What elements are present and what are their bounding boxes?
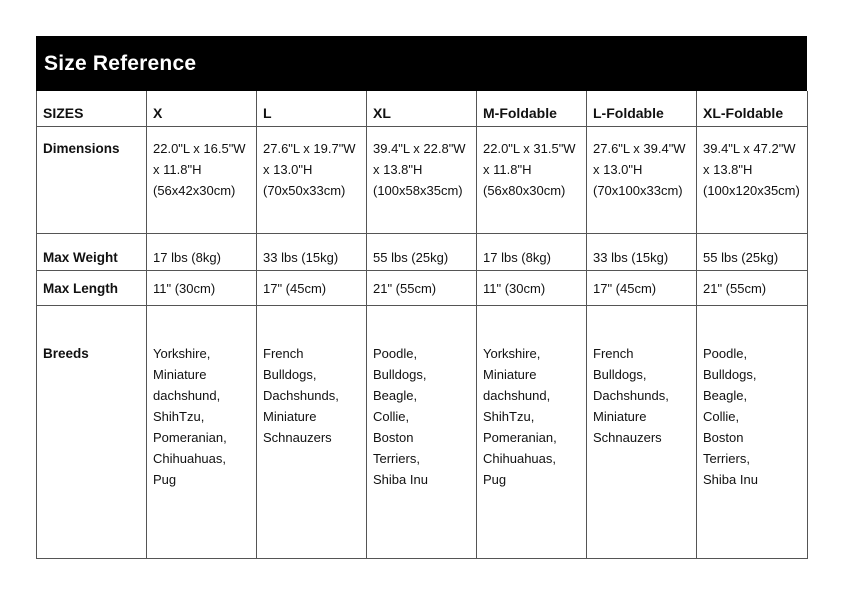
dimensions-line: x 13.8"H	[373, 161, 423, 177]
breeds-line: ShihTzu,	[483, 408, 535, 424]
max-weight-cell: 17 lbs (8kg)	[477, 233, 587, 270]
breeds-cell	[587, 305, 697, 558]
breeds-line: Pomeranian,	[153, 429, 227, 445]
max-length-cell: 21" (55cm)	[697, 270, 808, 305]
breeds-line: Shiba Inu	[703, 471, 758, 487]
breeds-line: Beagle,	[373, 387, 418, 403]
dimensions-line: x 13.8"H	[703, 161, 753, 177]
max-length-cell: 21" (55cm)	[367, 270, 477, 305]
breeds-line: Schnauzers	[593, 429, 662, 445]
breeds-line: Terriers,	[373, 450, 420, 466]
breeds-cell	[477, 305, 587, 558]
max-weight-row	[37, 233, 808, 270]
dimensions-line: (56x80x30cm)	[483, 182, 566, 198]
max-weight-cell: 33 lbs (15kg)	[257, 233, 367, 270]
breeds-cell	[697, 305, 808, 558]
breeds-cell	[367, 305, 477, 558]
breeds-line: Yorkshire,	[153, 345, 211, 361]
dimensions-cell	[587, 126, 697, 233]
breeds-line: Chihuahuas,	[153, 450, 226, 466]
breeds-line: ShihTzu,	[153, 408, 205, 424]
max-weight-cell: 55 lbs (25kg)	[367, 233, 477, 270]
dimensions-cell	[477, 126, 587, 233]
breeds-line: Bulldogs,	[703, 366, 757, 382]
dimensions-line: 27.6"L x 19.7"W	[263, 140, 356, 156]
row-label-breeds: Breeds	[37, 305, 147, 558]
breeds-line: Collie,	[703, 408, 740, 424]
max-weight-cell: 33 lbs (15kg)	[587, 233, 697, 270]
title-bar	[36, 36, 807, 91]
dimensions-cell	[257, 126, 367, 233]
dimensions-line: x 11.8"H	[483, 161, 532, 177]
breeds-line: Bulldogs,	[593, 366, 647, 382]
breeds-cell	[257, 305, 367, 558]
size-header: XL-Foldable	[697, 91, 808, 126]
breeds-line: Poodle,	[373, 345, 418, 361]
breeds-line: Bulldogs,	[373, 366, 427, 382]
breeds-cell	[147, 305, 257, 558]
breeds-line: Beagle,	[703, 387, 748, 403]
size-header: L-Foldable	[587, 91, 697, 126]
dimensions-line: (70x50x33cm)	[263, 182, 346, 198]
dimensions-cell	[697, 126, 808, 233]
breeds-line: Dachshunds,	[263, 387, 339, 403]
size-header: XL	[367, 91, 477, 126]
breeds-line: Bulldogs,	[263, 366, 317, 382]
breeds-line: Miniature	[483, 366, 537, 382]
dimensions-line: (100x120x35cm)	[703, 182, 800, 198]
breeds-line: Miniature	[263, 408, 317, 424]
breeds-line: Pug	[483, 471, 507, 487]
breeds-line: Shiba Inu	[373, 471, 428, 487]
breeds-line: Chihuahuas,	[483, 450, 556, 466]
breeds-line: French	[593, 345, 634, 361]
breeds-row	[37, 305, 808, 558]
breeds-line: Terriers,	[703, 450, 750, 466]
breeds-line: Boston	[373, 429, 414, 445]
dimensions-line: (56x42x30cm)	[153, 182, 236, 198]
dimensions-line: (100x58x35cm)	[373, 182, 463, 198]
row-label-sizes: SIZES	[37, 91, 147, 126]
dimensions-line: x 13.0"H	[593, 161, 643, 177]
size-header: L	[257, 91, 367, 126]
max-length-cell: 11" (30cm)	[477, 270, 587, 305]
size-reference-sheet	[36, 36, 807, 559]
max-weight-cell: 55 lbs (25kg)	[697, 233, 808, 270]
max-length-cell: 17" (45cm)	[257, 270, 367, 305]
dimensions-line: 22.0"L x 16.5"W	[153, 140, 246, 156]
breeds-line: Pug	[153, 471, 177, 487]
dimensions-line: 39.4"L x 22.8"W	[373, 140, 466, 156]
max-length-cell: 11" (30cm)	[147, 270, 257, 305]
size-header: M-Foldable	[477, 91, 587, 126]
breeds-line: Yorkshire,	[483, 345, 541, 361]
dimensions-line: (70x100x33cm)	[593, 182, 683, 198]
size-table	[36, 91, 808, 559]
breeds-line: dachshund,	[483, 387, 551, 403]
max-length-row	[37, 270, 808, 305]
dimensions-line: 22.0"L x 31.5"W	[483, 140, 576, 156]
breeds-line: Pomeranian,	[483, 429, 557, 445]
row-label-max-weight: Max Weight	[37, 233, 147, 270]
breeds-line: Schnauzers	[263, 429, 332, 445]
breeds-line: Poodle,	[703, 345, 748, 361]
page-title: Size Reference	[44, 51, 197, 75]
size-header: X	[147, 91, 257, 126]
dimensions-cell	[147, 126, 257, 233]
breeds-line: Dachshunds,	[593, 387, 669, 403]
sizes-row	[37, 91, 808, 126]
breeds-line: Miniature	[593, 408, 647, 424]
dimensions-row	[37, 126, 808, 233]
row-label-dimensions: Dimensions	[37, 126, 147, 233]
row-label-max-length: Max Length	[37, 270, 147, 305]
breeds-line: Collie,	[373, 408, 410, 424]
max-length-cell: 17" (45cm)	[587, 270, 697, 305]
breeds-line: Miniature	[153, 366, 207, 382]
dimensions-line: 27.6"L x 39.4"W	[593, 140, 686, 156]
dimensions-line: x 13.0"H	[263, 161, 313, 177]
breeds-line: dachshund,	[153, 387, 221, 403]
breeds-line: Boston	[703, 429, 744, 445]
breeds-line: French	[263, 345, 304, 361]
dimensions-line: x 11.8"H	[153, 161, 202, 177]
dimensions-cell	[367, 126, 477, 233]
max-weight-cell: 17 lbs (8kg)	[147, 233, 257, 270]
dimensions-line: 39.4"L x 47.2"W	[703, 140, 796, 156]
